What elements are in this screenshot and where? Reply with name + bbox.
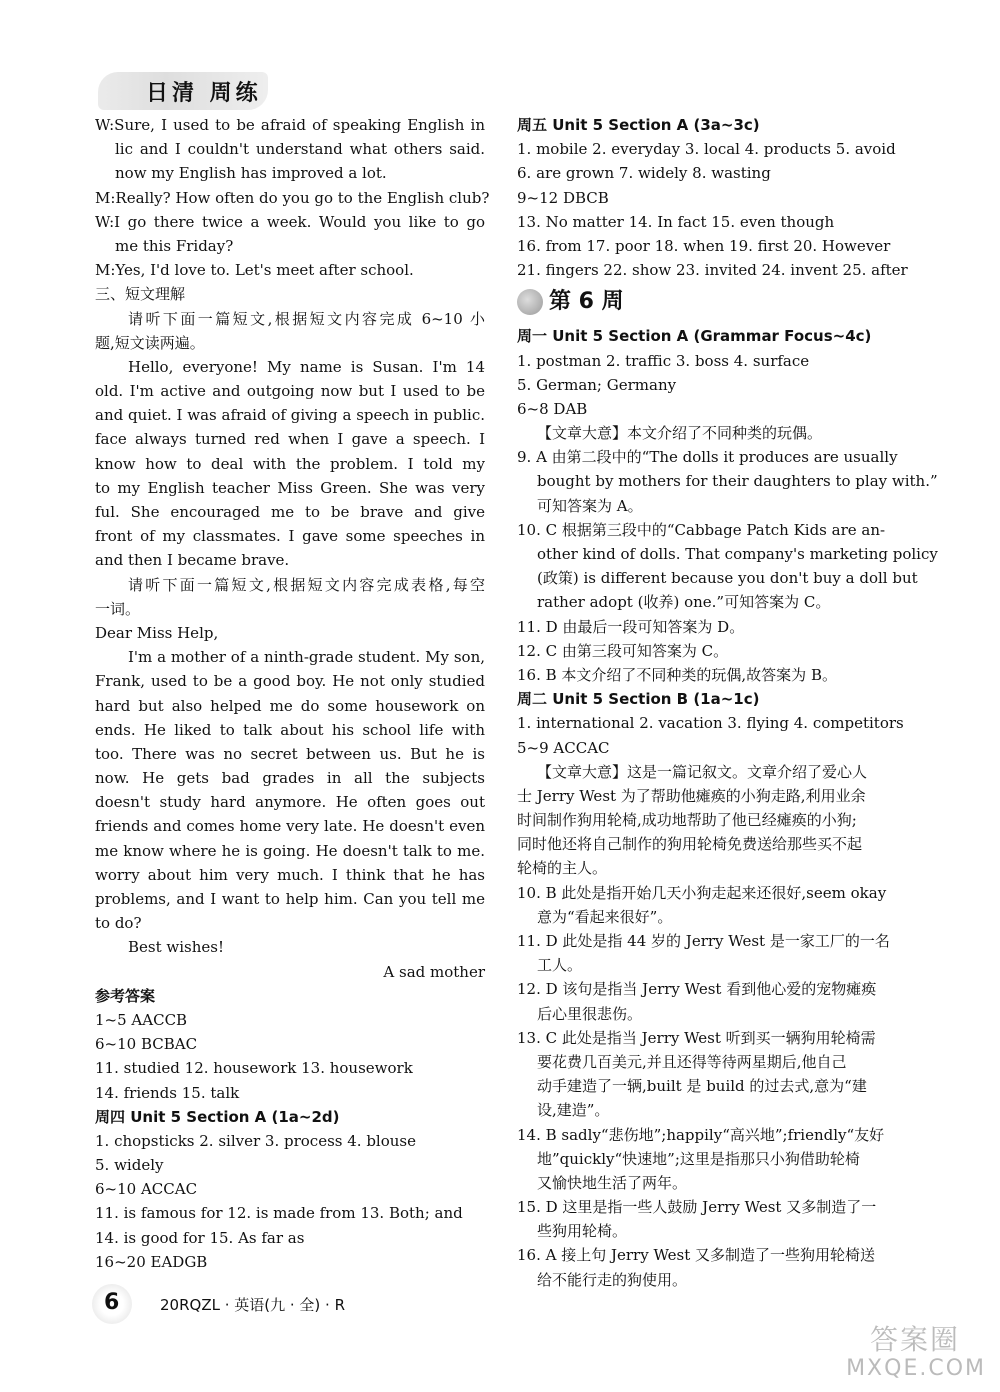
text-line: 16~20 EADGB bbox=[95, 1252, 208, 1271]
text-line: 后心里很悲伤。 bbox=[537, 1004, 643, 1023]
text-line: 6~10 BCBAC bbox=[95, 1035, 198, 1054]
text-line: 工人。 bbox=[537, 956, 583, 975]
text-line: 1. postman 2. traffic 3. boss 4. surface bbox=[517, 351, 810, 370]
text-line: 11. is famous for 12. is made from 13. Both; and bbox=[95, 1204, 463, 1223]
text-line: 6. are grown 7. widely 8. wasting bbox=[517, 164, 771, 183]
text-line: 21. fingers 22. show 23. invited 24. invent 25. after bbox=[517, 261, 908, 280]
text-line: Dear Miss Help, bbox=[95, 623, 219, 642]
text-line: (政策) is different because you don't buy a doll but bbox=[537, 569, 918, 588]
text-line: 12. D 该句是指当 Jerry West 看到他心爱的宠物瘫痪 bbox=[517, 980, 877, 999]
text-line: 给不能行走的狗使用。 bbox=[537, 1270, 688, 1289]
text-line: 5. German; Germany bbox=[517, 375, 677, 394]
text-line: ends. He liked to talk about his school life with bbox=[95, 720, 485, 739]
page-number: 6 bbox=[104, 1290, 120, 1315]
text-line: ful. She encouraged me to be brave and give bbox=[95, 503, 485, 521]
text-line: 9. A 由第二段中的“The dolls it produces are usually bbox=[517, 448, 898, 467]
text-line: 9~12 DBCB bbox=[517, 188, 609, 207]
watermark-logo: 答案圈 bbox=[869, 1323, 960, 1356]
text-line: 周二 Unit 5 Section B (1a~1c) bbox=[517, 690, 760, 709]
text-line: 又愉快地生活了两年。 bbox=[537, 1173, 688, 1192]
text-line: 11. D 此处是指 44 岁的 Jerry West 是一家工厂的一名 bbox=[517, 932, 890, 950]
text-line: me know where he is going. He doesn't talk to me. bbox=[95, 841, 485, 860]
text-line: 些狗用轮椅。 bbox=[537, 1222, 628, 1241]
text-line: W:I go there twice a week. Would you like to go bbox=[95, 212, 485, 231]
text-line: 题,短文读两遍。 bbox=[95, 333, 205, 352]
text-line: 6~10 ACCAC bbox=[95, 1180, 198, 1199]
text-line: problems, and I want to help him. Can you tell me bbox=[95, 890, 485, 908]
text-line: 15. D 这里是指一些人鼓励 Jerry West 又多制造了一 bbox=[517, 1198, 877, 1217]
text-line: 1. international 2. vacation 3. flying 4. competitors bbox=[517, 714, 904, 733]
page-footer bbox=[92, 1284, 512, 1324]
text-line: Hello, everyone! My name is Susan. I'm 14 bbox=[128, 357, 485, 376]
text-line: to do? bbox=[95, 914, 142, 933]
text-line: to my English teacher Miss Green. She was very bbox=[95, 478, 485, 497]
text-line: me this Friday? bbox=[115, 236, 234, 255]
text-line: 6~8 DAB bbox=[517, 399, 588, 418]
right-column bbox=[517, 113, 938, 1292]
week-title-text: 第 6 周 bbox=[549, 289, 624, 315]
text-line: know how to deal with the problem. I told my bbox=[95, 454, 485, 473]
book-code: 20RQZL · 英语(九 · 全) · R bbox=[160, 1296, 345, 1314]
text-line: 参考答案 bbox=[95, 986, 156, 1005]
text-line: front of my classmates. I gave some speeches in bbox=[95, 527, 485, 546]
text-line: face always turned red when I gave a speech. I bbox=[95, 430, 485, 449]
text-line: M:Yes, I'd love to. Let's meet after school. bbox=[95, 261, 414, 280]
text-line: 一词。 bbox=[95, 599, 141, 618]
text-line: 【文章大意】本文介绍了不同种类的玩偶。 bbox=[537, 424, 823, 443]
text-line: Best wishes! bbox=[128, 938, 224, 957]
header-title: 日清 周练 bbox=[146, 81, 262, 106]
text-line: W:Sure, I used to be afraid of speaking English in bbox=[95, 116, 485, 134]
text-line: 14. B sadly“悲伤地”;happily“高兴地”;friendly“友好 bbox=[517, 1125, 885, 1144]
text-line: I'm a mother of a ninth-grade student. My son, bbox=[128, 648, 485, 667]
text-line: 1~5 AACCB bbox=[95, 1010, 188, 1029]
text-line: 13. C 此处是指当 Jerry West 听到买一辆狗用轮椅需 bbox=[517, 1028, 876, 1047]
week6-answers bbox=[517, 324, 938, 1292]
text-line: 周五 Unit 5 Section A (3a~3c) bbox=[517, 116, 760, 134]
text-line: 动手建造了一辆,built 是 build 的过去式,意为“建 bbox=[537, 1077, 867, 1096]
text-line: too. There was no secret between us. But he is bbox=[95, 744, 485, 763]
text-line: 可知答案为 A。 bbox=[537, 496, 643, 515]
text-line: 11. studied 12. housework 13. housework bbox=[95, 1059, 413, 1078]
text-line: worry about him very much. I think that he has bbox=[95, 865, 485, 884]
text-line: 10. B 此处是指开始几天小狗走起来还很好,seem okay bbox=[517, 883, 887, 902]
watermark-url: MXQE.COM bbox=[846, 1356, 986, 1381]
text-line: 轮椅的主人。 bbox=[517, 859, 608, 878]
text-line: 1. chopsticks 2. silver 3. process 4. blouse bbox=[95, 1131, 416, 1150]
text-line: doesn't study hard anymore. He often goes out bbox=[95, 793, 485, 812]
text-line: and then I became brave. bbox=[95, 551, 290, 570]
text-line: 士 Jerry West 为了帮助他瘫痪的小狗走路,利用业余 bbox=[517, 786, 866, 805]
text-line: 11. D 由最后一段可知答案为 D。 bbox=[517, 617, 745, 636]
text-line: 周一 Unit 5 Section A (Grammar Focus~4c) bbox=[517, 327, 872, 346]
text-line: 14. is good for 15. As far as bbox=[95, 1228, 305, 1247]
text-line: 1. mobile 2. everyday 3. local 4. products 5. avoid bbox=[517, 140, 896, 159]
friday-answers bbox=[517, 113, 909, 282]
text-line: 5. widely bbox=[95, 1156, 164, 1175]
text-line: 时间制作狗用轮椅,成功地帮助了他已经瘫痪的小狗; bbox=[517, 811, 857, 830]
text-line: bought by mothers for their daughters to play with.” bbox=[537, 472, 938, 491]
text-line: 12. C 由第三段可知答案为 C。 bbox=[517, 641, 729, 660]
text-line: old. I'm active and outgoing now but I used to be bbox=[95, 382, 485, 401]
left-column bbox=[95, 113, 490, 1274]
text-line: 16. B 本文介绍了不同种类的玩偶,故答案为 B。 bbox=[517, 665, 837, 684]
page-header bbox=[98, 70, 268, 114]
text-line: 16. from 17. poor 18. when 19. first 20. However bbox=[517, 236, 891, 255]
week-title bbox=[517, 284, 909, 320]
text-line: 13. No matter 14. In fact 15. even though bbox=[517, 212, 835, 231]
text-line: 10. C 根据第三段中的“Cabbage Patch Kids are an- bbox=[517, 520, 886, 539]
text-line: 【文章大意】这是一篇记叙文。文章介绍了爱心人 bbox=[537, 762, 868, 781]
week-badge-icon bbox=[517, 289, 543, 315]
text-line: Frank, used to be a good boy. He not only studied bbox=[95, 672, 485, 691]
text-line: now my English has improved a lot. bbox=[115, 164, 387, 183]
text-line: hard but also helped me do some housework on bbox=[95, 696, 485, 715]
text-line: A sad mother bbox=[383, 962, 485, 981]
text-line: lic and I couldn't understand what others said. bbox=[115, 140, 485, 159]
text-line: 请听下面一篇短文,根据短文内容完成表格,每空 bbox=[128, 575, 485, 594]
text-line: 意为“看起来很好”。 bbox=[537, 907, 673, 926]
text-line: 14. friends 15. talk bbox=[95, 1083, 240, 1102]
text-line: and quiet. I was afraid of giving a speech in public. bbox=[95, 406, 485, 425]
text-line: 同时他还将自己制作的狗用轮椅免费送给那些买不起 bbox=[517, 835, 863, 854]
text-line: 设,建造”。 bbox=[537, 1101, 610, 1120]
text-line: 16. A 接上句 Jerry West 又多制造了一些狗用轮椅送 bbox=[517, 1246, 876, 1265]
text-line: 周四 Unit 5 Section A (1a~2d) bbox=[95, 1107, 340, 1126]
text-line: now. He gets bad grades in all the subjects bbox=[95, 769, 485, 788]
text-line: friends and comes home very late. He doesn't even bbox=[95, 817, 485, 836]
text-line: rather adopt (收养) one.”可知答案为 C。 bbox=[537, 593, 831, 612]
text-line: 5~9 ACCAC bbox=[517, 738, 610, 757]
text-line: 请听下面一篇短文,根据短文内容完成 6~10 小 bbox=[128, 309, 485, 328]
text-line: 地”quickly“快速地”;这里是指那只小狗借助轮椅 bbox=[537, 1149, 860, 1168]
text-line: 要花费几百美元,并且还得等待两星期后,他自己 bbox=[537, 1052, 847, 1071]
text-line: 三、短文理解 bbox=[95, 285, 186, 304]
text-line: other kind of dolls. That company's marketing policy bbox=[537, 545, 938, 563]
text-line: M:Really? How often do you go to the English club? bbox=[95, 188, 490, 207]
